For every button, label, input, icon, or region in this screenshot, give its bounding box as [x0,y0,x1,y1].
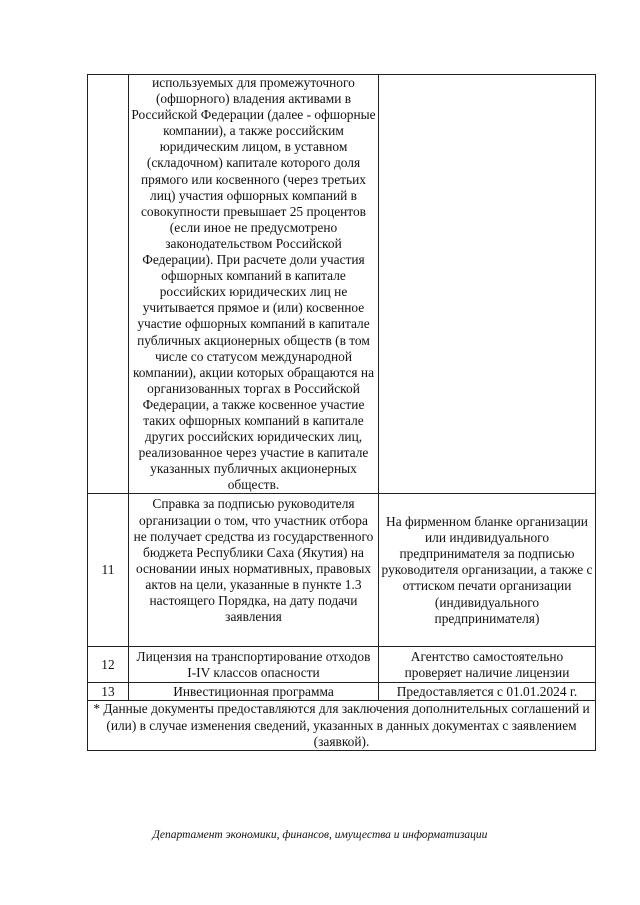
department-footer: Департамент экономики, финансов, имущества и информатизации [152,829,488,841]
document-description-cell: Инвестиционная программа [129,683,379,701]
document-description-cell: используемых для промежуточного (офшорного) владения активами в Российской Федерации (далее - офшорные компании), а также российским юридическим лицом, в уставном (складочном) капитале которого доля прямого или косвенного (через третьих лиц) участия офшорных компаний в совокупности превышает 25 процентов (если иное не предусмотрено законодательством Российской Федерации). При расчете доли участия офшорных компаний в капитале российских юридических лиц не учитывается прямое и (или) косвенное участие офшорных компаний в капитале публичных акционерных обществ (в том числе со статусом международной компании), акции которых обращаются на организованных торгах в Российской Федерации, а также косвенное участие таких офшорных компаний в капитале других российских юридических лиц, реализованное через участие в капитале указанных публичных акционерных обществ. [129,75,379,494]
table-row [88,683,596,701]
documents-table [87,74,596,751]
table-row [88,647,596,683]
table-row [88,494,596,647]
row-number-cell: 13 [88,683,129,701]
row-number-cell: 11 [88,494,129,647]
row-number-cell [88,75,129,494]
document-description-cell: Справка за подписью руководителя организации о том, что участник отбора не получает средства из государственного бюджета Республики Саха (Якутия) на основании иных нормативных, правовых актов на цели, указанные в пункте 1.3 настоящего Порядка, на дату подачи заявления [129,494,379,647]
document-description-cell: Лицензия на транспортирование отходов I-IV классов опасности [129,647,379,683]
table-row [88,75,596,494]
footnote: * Данные документы предоставляются для заключения дополнительных соглашений и (или) в случае изменения сведений, указанных в данных документах с заявлением (заявкой). [88,701,596,750]
document-note-cell: Предоставляется с 01.01.2024 г. [379,683,596,701]
document-note-cell: На фирменном бланке организации или индивидуального предпринимателя за подписью руководителя организации, а также с оттиском печати организации (индивидуального предпринимателя) [379,494,596,647]
document-note-cell [379,75,596,494]
row-number-cell: 12 [88,647,129,683]
footnote-row [88,701,596,750]
document-note-cell: Агентство самостоятельно проверяет наличие лицензии [379,647,596,683]
